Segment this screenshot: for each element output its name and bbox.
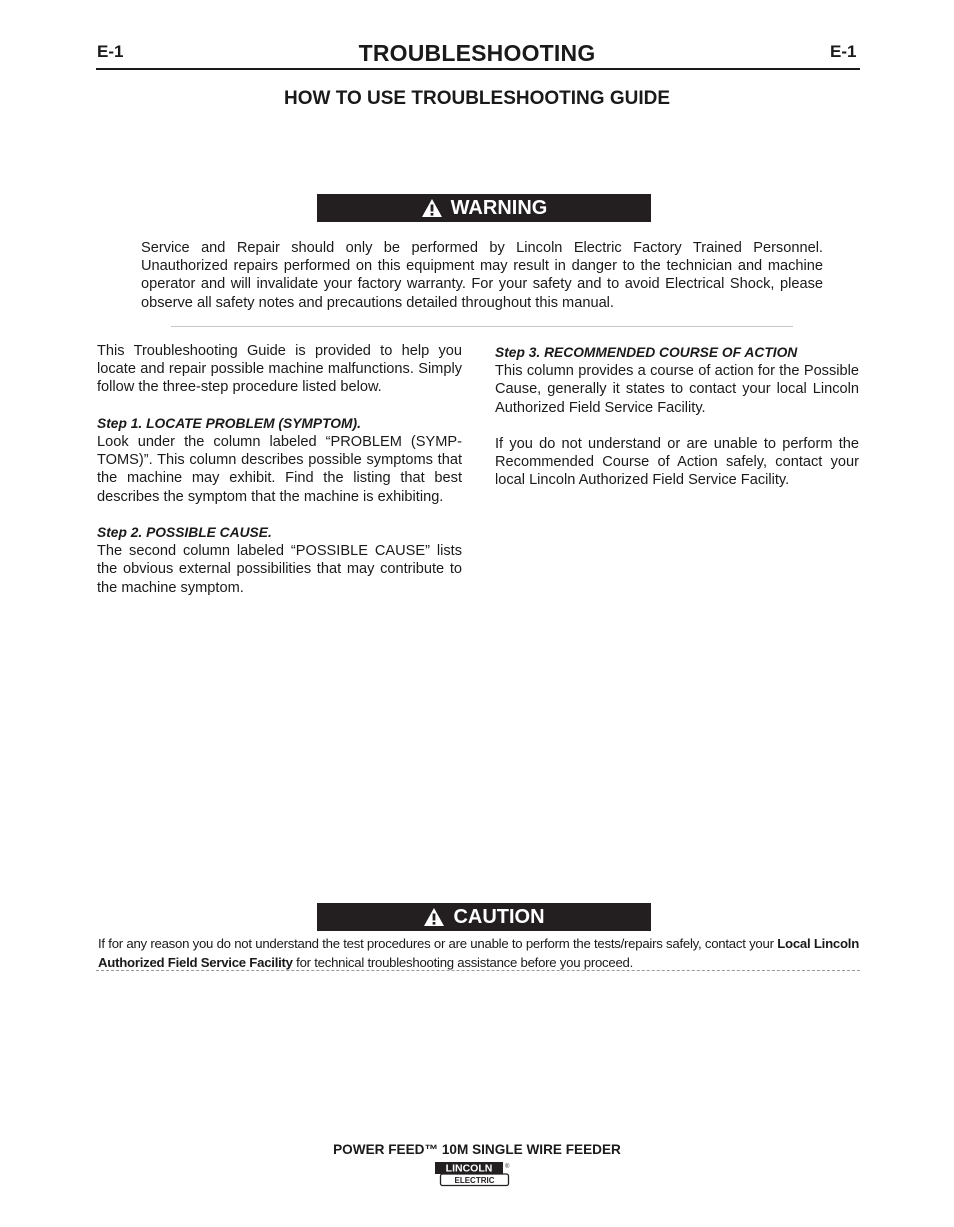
caution-divider bbox=[96, 970, 860, 971]
caution-text bbox=[98, 935, 859, 972]
svg-text:LINCOLN: LINCOLN bbox=[445, 1162, 493, 1175]
svg-text:ELECTRIC: ELECTRIC bbox=[454, 1176, 495, 1185]
step1-heading: Step 1. LOCATE PROBLEM (SYMPTOM). bbox=[97, 415, 361, 431]
warning-text: Service and Repair should only be performed by Lincoln Electric Factory Trained Personnel. Unauthorized repairs performed on this equipment may result in danger to the technician and machine operator and will invalidate your factory warranty. For your safety and to avoid Electrical Shock, please observe all safety notes and precautions detailed throughout this manual. bbox=[141, 240, 823, 311]
warning-triangle-icon bbox=[423, 907, 445, 927]
intro-paragraph: This Troubleshooting Guide is provided to help you locate and repair possible machine malfunctions. Simply follow the three-step procedure listed below. bbox=[97, 343, 462, 396]
step3-heading: Step 3. RECOMMENDED COURSE OF ACTION bbox=[495, 345, 798, 360]
assistance-note: If you do not understand or are unable to perform the Recommended Course of Action safely, contact your local Lincoln Authorized Field Service Facility. bbox=[495, 436, 859, 489]
right-column bbox=[495, 344, 859, 490]
lincoln-electric-logo bbox=[434, 1161, 512, 1187]
section-title: HOW TO USE TROUBLESHOOTING GUIDE bbox=[284, 88, 670, 109]
warning-banner bbox=[317, 194, 651, 222]
caution-text-emphasis: Local Lincoln Authorized Field Service Facility bbox=[98, 936, 860, 970]
warning-triangle-icon bbox=[421, 198, 443, 218]
header-rule bbox=[96, 68, 860, 70]
page-title: TROUBLESHOOTING bbox=[358, 40, 596, 66]
divider bbox=[171, 326, 793, 327]
caution-banner bbox=[317, 903, 651, 931]
caution-text-end: for technical troubleshooting assistance before you proceed. bbox=[296, 954, 634, 970]
left-column bbox=[97, 342, 462, 597]
page-number-left: E-1 bbox=[97, 42, 124, 61]
step1-text: Look under the column labeled “PROBLEM (SYMP-TOMS)”. This column describes possible symptoms that the machine may exhibit. Find the listing that best describes the symptom that the machine is exhibiting. bbox=[97, 434, 462, 505]
page-number-right: E-1 bbox=[830, 42, 857, 61]
warning-label: WARNING bbox=[450, 196, 548, 219]
footer-product-name: POWER FEED™ 10M SINGLE WIRE FEEDER bbox=[333, 1142, 621, 1157]
caution-text-start: If for any reason you do not understand the test procedures or are unable to perform the tests/repairs safely, contact your bbox=[98, 936, 774, 951]
caution-label: CAUTION bbox=[453, 905, 545, 928]
step2-heading: Step 2. POSSIBLE CAUSE. bbox=[97, 525, 272, 540]
step2-text: The second column labeled “POSSIBLE CAUSE” lists the obvious external possibilities that may contribute to the machine symptom. bbox=[97, 543, 462, 596]
svg-text:®: ® bbox=[505, 1164, 510, 1170]
step3-text: This column provides a course of action for the Possible Cause, generally it states to contact your local Lincoln Authorized Field Service Facility. bbox=[495, 363, 859, 416]
